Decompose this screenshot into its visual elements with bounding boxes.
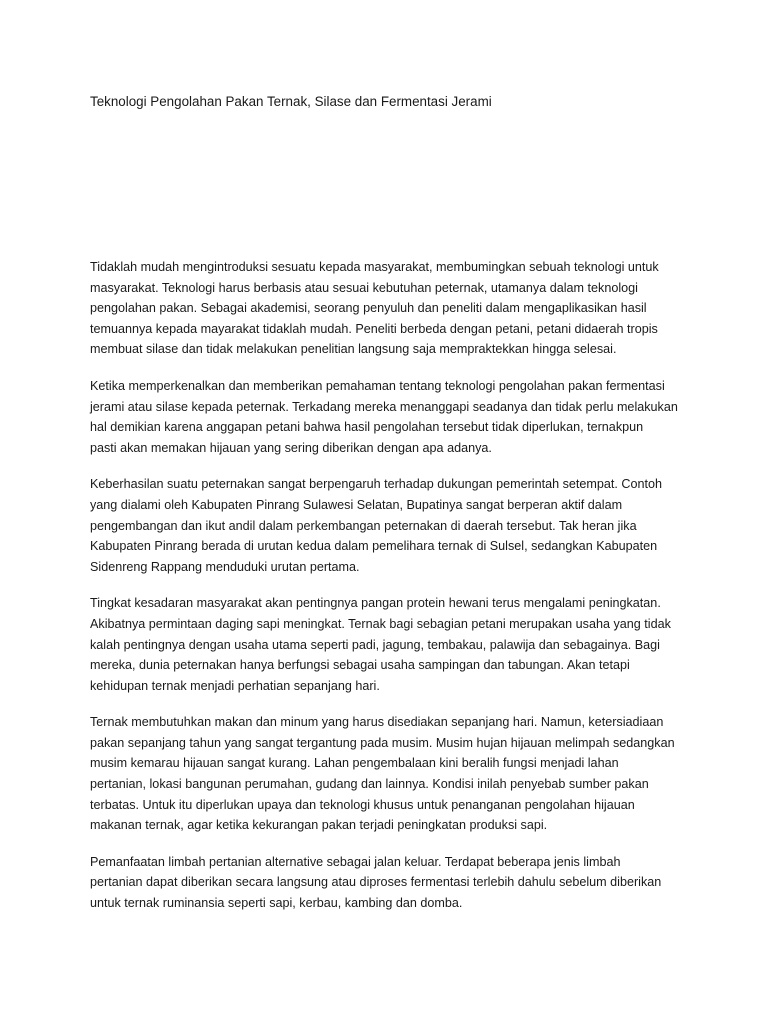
text-line: pakan sepanjang tahun yang sangat tergantung pada musim. Musim hujan hijauan melimpah sedangkan [90,735,675,750]
text-line: jerami atau silase kepada peternak. Terkadang mereka menanggapi seadanya dan tidak perlu melakukan [90,399,678,414]
text-line: Tingkat kesadaran masyarakat akan pentingnya pangan protein hewani terus mengalami peningkatan. [90,596,661,611]
text-line: masyarakat. Teknologi harus berbasis atau sesuai kebutuhan peternak, utamanya dalam teknologi [90,280,638,295]
text-line: Akibatnya permintaan daging sapi meningkat. Ternak bagi sebagian petani merupakan usaha yang tidak [90,616,671,631]
text-line: Kabupaten Pinrang berada di urutan kedua dalam pemelihara ternak di Sulsel, sedangkan Kabupaten [90,539,658,554]
paragraph-4 [90,593,688,696]
text-line: mereka, dunia peternakan hanya berfungsi sebagai usaha sampingan dan tabungan. Akan tetapi [90,658,630,673]
text-line: Keberhasilan suatu peternakan sangat berpengaruh terhadap dukungan pemerintah setempat. Contoh [90,477,663,492]
text-line: Tidaklah mudah mengintroduksi sesuatu kepada masyarakat, membumingkan sebuah teknologi untuk [90,260,659,274]
text-line: pasti akan memakan hijauan yang sering diberikan dengan apa adanya. [90,440,492,455]
text-line: temuannya kepada mayarakat tidaklah mudah. Peneliti berbeda dengan petani, petani didaerah tropis [90,321,658,336]
text-line: makanan ternak, agar ketika kekurangan pakan terjadi peningkatan produksi sapi. [90,818,548,833]
paragraph-6 [90,852,688,914]
text-line: terbatas. Untuk itu diperlukan upaya dan teknologi khusus untuk penanganan pengolahan hijauan [90,797,635,812]
text-line: pengolahan pakan. Sebagai akademisi, seorang penyuluh dan peneliti dalam mengaplikasikan hasil [90,301,647,316]
text-line: Sidenreng Rappang menduduki urutan pertama. [90,559,360,574]
text-line: kehidupan ternak menjadi perhatian sepanjang hari. [90,678,380,693]
text-line: Pemanfaatan limbah pertanian alternative sebagai jalan keluar. Terdapat beberapa jenis limbah [90,854,621,869]
paragraph-1 [90,257,688,360]
text-line: yang dialami oleh Kabupaten Pinrang Sulawesi Selatan, Bupatinya sangat berperan aktif dalam [90,497,623,512]
text-line: Ternak membutuhkan makan dan minum yang harus disediakan sepanjang hari. Namun, ketersiadiaan [90,715,664,730]
text-line: untuk ternak ruminansia seperti sapi, kerbau, kambing dan domba. [90,896,463,911]
text-line: pengembangan dan ikut andil dalam perkembangan peternakan di daerah tersebut. Tak heran jika [90,518,637,533]
paragraph-3 [90,474,688,577]
text-line: Ketika memperkenalkan dan memberikan pemahaman tentang teknologi pengolahan pakan fermentasi [90,378,665,393]
paragraph-2 [90,376,688,458]
document-body [90,257,688,930]
text-line: hal demikian karena anggapan petani bahwa hasil pengolahan tersebut tidak diperlukan, ternakpun [90,420,644,435]
text-line: musim kemarau hijauan sangat kurang. Lahan pengembalaan kini beralih fungsi menjadi lahan [90,756,619,771]
text-line: kalah pentingnya dengan usaha utama seperti padi, jagung, tembakau, palawija dan sebagainya. Bagi [90,637,660,652]
text-line: pertanian, lokasi bangunan perumahan, gudang dan lainnya. Kondisi inilah penyebab sumber pakan [90,777,649,792]
text-line: pertanian dapat diberikan secara langsung atau diproses fermentasi terlebih dahulu sebelum diberikan [90,875,662,890]
document-title: Teknologi Pengolahan Pakan Ternak, Silase dan Fermentasi Jerami [90,94,492,109]
paragraph-5 [90,712,688,836]
text-line: membuat silase dan tidak melakukan penelitian langsung saja mempraktekkan hingga selesai. [90,342,617,357]
